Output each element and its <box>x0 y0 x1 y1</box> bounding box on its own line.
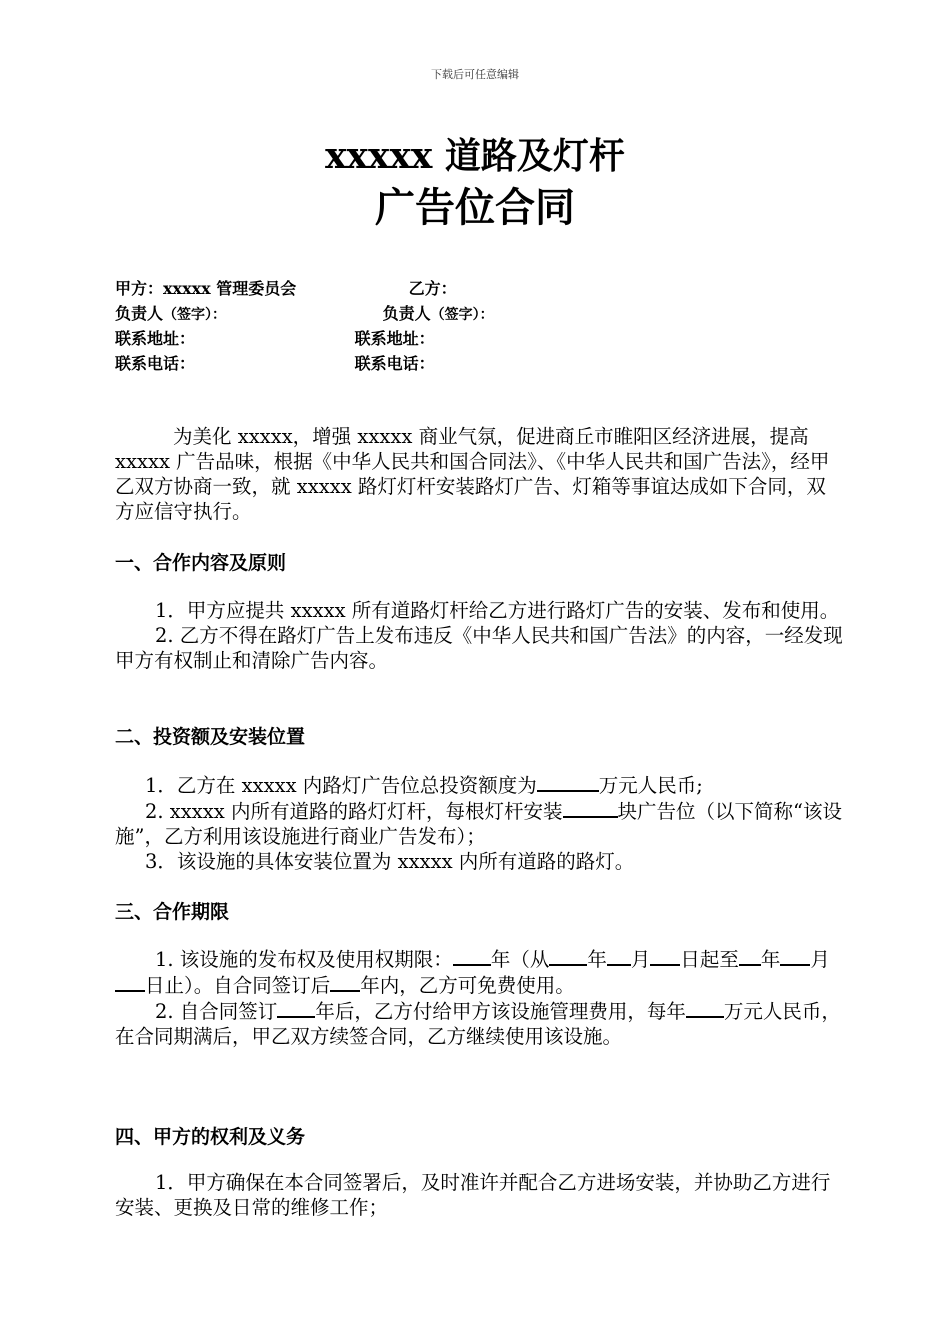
end-month-blank[interactable] <box>780 946 810 966</box>
party-b-sign-label: 负责人 <box>382 304 431 323</box>
intro-paragraph <box>115 424 845 524</box>
s3-p1-t7: 月 <box>810 948 830 971</box>
section-3-item-1 <box>115 946 845 998</box>
party-a-phone: 联系电话： <box>115 354 196 373</box>
party-a-address: 联系地址： <box>115 329 196 348</box>
start-month-blank[interactable] <box>607 946 631 966</box>
intro-text: 为美化 xxxxx，增强 xxxxx 商业气氛，促进商丘市睢阳区经济进展，提高 xxxxx 广告品味，根据《中华人民共和国合同法》、《中华人民共和国广告法》，经甲乙双方协商一致，就 xxxxx 路灯灯杆安装路灯广告、灯箱等事谊达成如下合同，双方应信守执行。 <box>115 425 830 523</box>
term-years-blank[interactable] <box>453 946 491 966</box>
s3-p2-t1: 2. 自合同签订 <box>155 1000 278 1023</box>
free-years-blank[interactable] <box>330 972 360 992</box>
title-line-1: xxxxx 道路及灯杆 <box>325 135 625 177</box>
party-b-phone: 联系电话： <box>354 354 435 373</box>
section-2-body <box>115 772 845 874</box>
party-b-address: 联系地址： <box>354 329 435 348</box>
party-row-name <box>115 276 457 299</box>
section-4-title: 四、甲方的权利及义务 <box>115 1126 306 1148</box>
fee-start-years-blank[interactable] <box>277 998 315 1018</box>
party-b-sign-note: （签字）： <box>430 307 494 323</box>
section-2-title: 二、投资额及安装位置 <box>115 726 306 748</box>
s2-p1-text-a: 1．乙方在 xxxxx 内路灯广告位总投资额度为 <box>145 774 537 797</box>
section-4-item-1: 1．甲方确保在本合同签署后，及时准许并配合乙方进场安装，并协助乙方进行安装、更换及日常的维修工作； <box>115 1171 831 1219</box>
s3-p1-t3: 年 <box>587 948 607 971</box>
s3-p1-t6: 年 <box>760 948 781 971</box>
s3-p1-t4: 月 <box>630 948 651 971</box>
party-a-name: 甲方：xxxxx 管理委员会 <box>115 279 297 298</box>
party-a-sign-note: （签字）： <box>163 307 227 323</box>
party-b-sign <box>383 301 494 324</box>
party-row-phone <box>115 351 435 374</box>
start-year-blank[interactable] <box>549 946 587 966</box>
section-3-item-2 <box>115 998 845 1049</box>
section-3-body <box>115 946 845 1049</box>
s3-p1-t8: 日止）。自合同签订后 <box>145 974 331 997</box>
section-1-item-1: 1．甲方应提共 xxxxx 所有道路灯杆给乙方进行路灯广告的安装、发布和使用。 <box>155 599 840 622</box>
section-2-item-2 <box>115 798 845 849</box>
s2-p2-text-a: 2. xxxxx 内所有道路的路灯灯杆，每根灯杆安装 <box>145 800 563 823</box>
s3-p1-t5: 日起至 <box>680 948 739 971</box>
s3-p1-t9: 年内，乙方可免费使用。 <box>360 974 575 997</box>
party-b-name: 乙方： <box>408 279 457 298</box>
start-day-blank[interactable] <box>650 946 680 966</box>
s3-p1-t1: 1. 该设施的发布权及使用权期限： <box>155 948 453 971</box>
section-2-item-3: 3．该设施的具体安装位置为 xxxxx 内所有道路的路灯。 <box>145 850 635 873</box>
party-a-sign-label: 负责人 <box>115 304 164 323</box>
end-year-blank[interactable] <box>739 946 761 966</box>
section-1-item-2: 2. 乙方不得在路灯广告上发布违反《中华人民共和国广告法》的内容，一经发现甲方有权制止和清除广告内容。 <box>115 624 843 672</box>
section-1-title: 一、合作内容及原则 <box>115 552 287 574</box>
section-4-body <box>115 1170 845 1220</box>
party-a-sign <box>115 301 377 324</box>
s2-p1-text-b: 万元人民币; <box>598 774 703 797</box>
s2-p2-text-b: 块广告位（以下简称“该设施”，乙方利用该设施进行商业广告发布）； <box>115 800 842 848</box>
investment-blank[interactable] <box>537 772 599 792</box>
section-3-title: 三、合作期限 <box>115 901 230 923</box>
party-row-address <box>115 326 435 349</box>
s3-p2-t3: 万元人民币，在合同期满后，甲乙双方续签合同，乙方继续使用该设施。 <box>115 1000 841 1048</box>
annual-fee-blank[interactable] <box>686 998 724 1018</box>
end-day-blank[interactable] <box>115 972 145 992</box>
party-row-sign <box>115 301 494 324</box>
section-1-body <box>115 598 845 673</box>
s3-p2-t2: 年后，乙方付给甲方该设施管理费用，每年 <box>315 1000 686 1023</box>
header-note: 下载后可任意编辑 <box>431 68 519 81</box>
s3-p1-t2: 年（从 <box>490 948 550 971</box>
ad-count-blank[interactable] <box>563 798 618 818</box>
title-line-2: 广告位合同 <box>375 184 575 231</box>
section-2-item-1 <box>115 772 845 798</box>
